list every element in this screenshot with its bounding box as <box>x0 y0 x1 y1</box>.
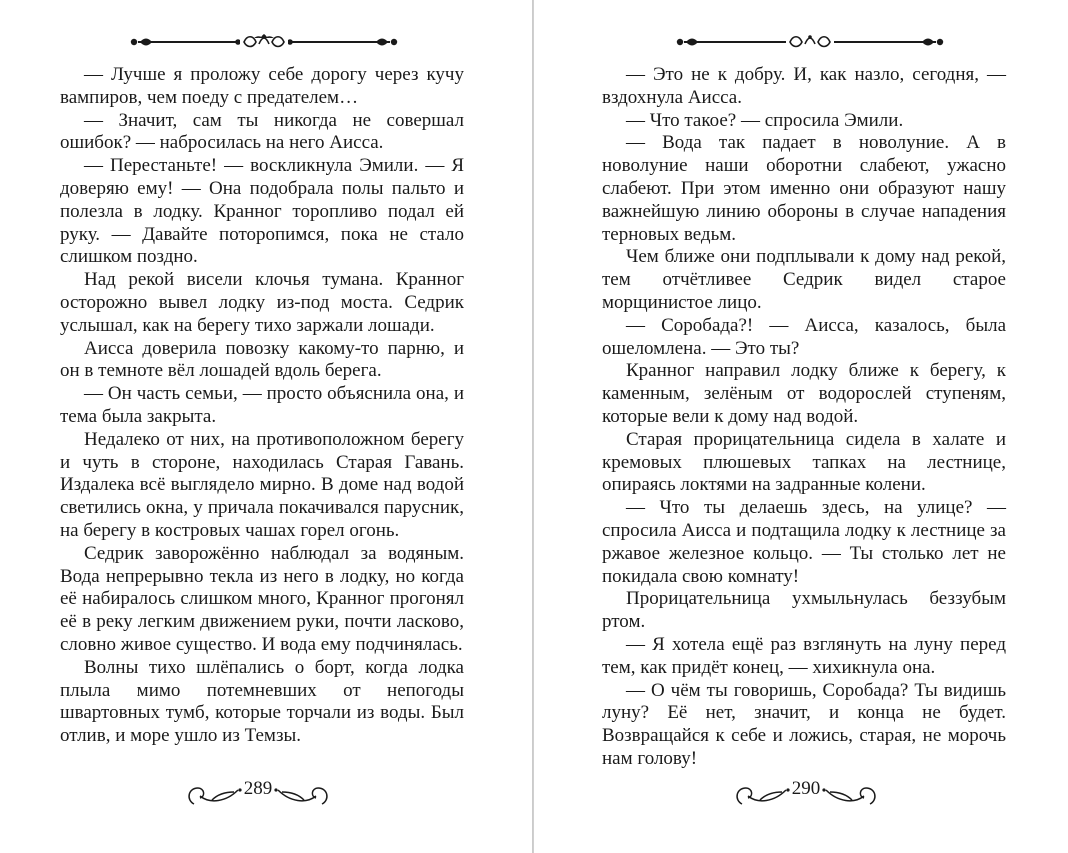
paragraph: — О чём ты говоришь, Соробада? Ты видишь луну? Её нет, значит, и конца не будет. Возвращайся к себе и ложись, старая, не морочь нам голову! <box>602 679 1006 769</box>
paragraph: Над рекой висели клочья тумана. Кранног осторожно вывел лодку из-под моста. Седрик услышал, как на берегу тихо заржали лошади. <box>60 269 464 336</box>
paragraph: — Что ты делаешь здесь, на улице? — спросила Аисса и подтащила лодку к лестнице за ржавое железное кольцо. — Ты столько лет не покидала свою комнату! <box>602 497 1006 587</box>
paragraph: — Вода так падает в новолуние. А в новолуние наши оборотни слабеют, ужасно слабеют. При этом именно они образуют нашу важнейшую линию обороны в случае нападения терновых ведьм. <box>602 132 1006 245</box>
paragraph: — Перестаньте! — воскликнула Эмили. — Я доверяю ему! — Она подобрала полы пальто и полезла в лодку. Кранног торопливо подал ей руку. — Давайте поторопимся, пока не стало слишком поздно. <box>60 155 464 268</box>
paragraph: — Лучше я проложу себе дорогу через кучу вампиров, чем поеду с предателем… <box>60 64 464 108</box>
left-page <box>0 0 532 853</box>
top-ornament <box>128 30 400 54</box>
paragraph: Аисса доверила повозку какому-то парню, и он в темноте вёл лошадей вдоль берега. <box>60 337 464 382</box>
paragraph: — Он часть семьи, — просто объяснила она, и тема была закрыта. <box>60 383 464 427</box>
page-number-footer <box>182 774 334 814</box>
ornament-rule-icon <box>128 30 400 54</box>
page-number: 289 <box>243 778 273 799</box>
paragraph: Прорицательница ухмыльнулась беззубым ртом. <box>602 588 1006 633</box>
paragraph: Седрик заворожённо наблюдал за водяным. Вода непрерывно текла из него в лодку, но когда её набиралось слишком много, Кранног прогонял её в реку легким движением руки, почти ласково, словно живое существо. И вода ему подчинялась. <box>60 542 464 655</box>
page-number-footer <box>730 774 882 814</box>
paragraph: Кранног направил лодку ближе к берегу, к каменным, зелёным от водорослей ступеням, которые вели к дому над водой. <box>602 360 1006 427</box>
paragraph: Недалеко от них, на противоположном берегу и чуть в стороне, находилась Старая Гавань. Издалека всё выглядело мирно. В доме над водой светились окна, у причала покачивался парусник, на берегу в костровых чашах горел огонь. <box>60 428 464 541</box>
right-page-text <box>602 64 1006 771</box>
paragraph: — Соробада?! — Аисса, казалось, была ошеломлена. — Это ты? <box>602 314 1006 359</box>
paragraph: — Значит, сам ты никогда не совершал ошибок? — набросилась на него Аисса. <box>60 109 464 154</box>
paragraph: — Я хотела ещё раз взглянуть на луну перед тем, как придёт конец, — хихикнула она. <box>602 633 1006 678</box>
ornament-rule-icon <box>674 30 946 54</box>
paragraph: — Это не к добру. И, как назло, сегодня, — вздохнула Аисса. <box>602 64 1006 108</box>
top-ornament <box>674 30 946 54</box>
paragraph: Чем ближе они подплывали к дому над рекой, тем отчётливее Седрик видел старое морщинистое лицо. <box>602 246 1006 313</box>
page-number: 290 <box>791 778 821 799</box>
paragraph: Старая прорицательница сидела в халате и кремовых плюшевых тапках на лестнице, опираясь локтями на задранные колени. <box>602 428 1006 496</box>
left-page-text <box>60 64 464 748</box>
paragraph: — Что такое? — спросила Эмили. <box>626 109 904 131</box>
paragraph: Волны тихо шлёпались о борт, когда лодка плыла мимо потемневших от непогоды швартовных тумб, которые торчали из воды. Был отлив, и море ушло из Темзы. <box>60 656 464 747</box>
right-page <box>534 0 1068 853</box>
